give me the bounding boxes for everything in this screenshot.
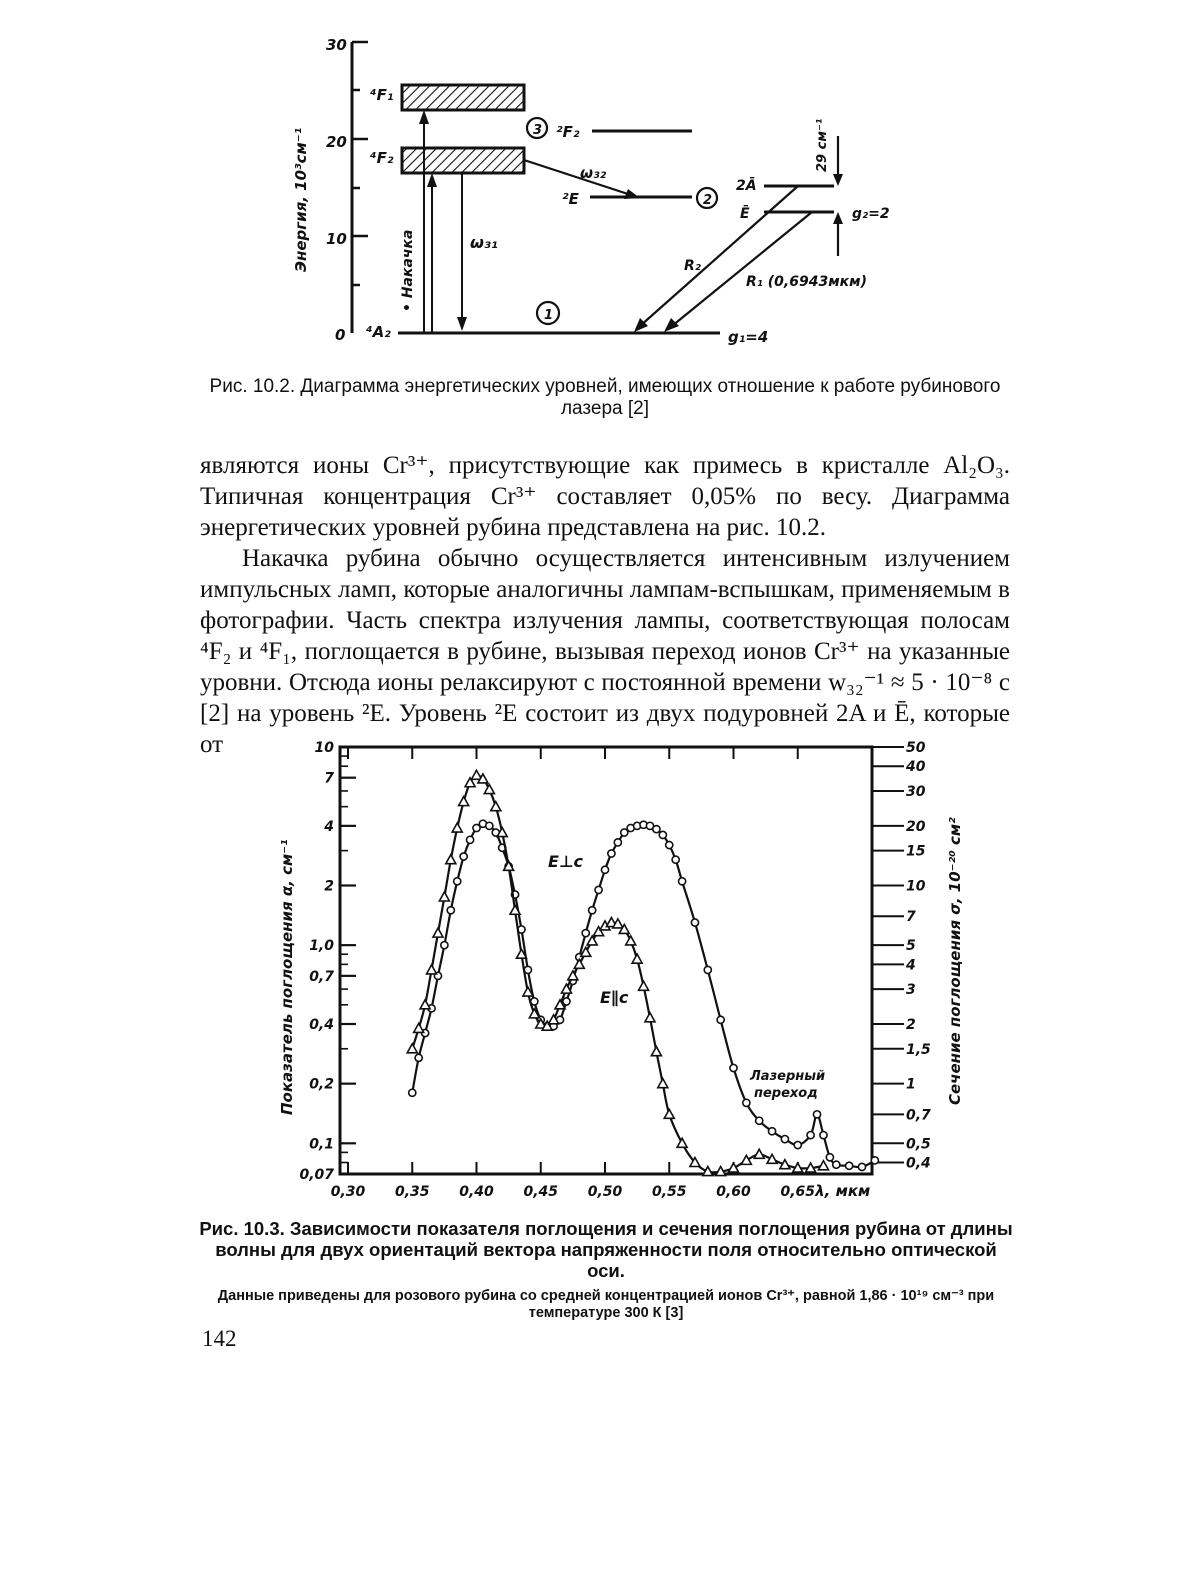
y-right-tick-label: 4 bbox=[906, 957, 916, 974]
y-right-tick-label: 50 bbox=[906, 740, 926, 756]
y-right-tick-label: 7 bbox=[906, 909, 916, 926]
series-line-e-par bbox=[412, 775, 826, 1172]
y-tick-0: 0 bbox=[335, 326, 346, 344]
annotation-laser-1: Лазерный bbox=[750, 1069, 826, 1084]
level-2E-label: ²E bbox=[562, 190, 579, 208]
y-tick-label: 0,07 bbox=[299, 1167, 334, 1183]
data-point-circle bbox=[460, 853, 467, 860]
data-point-circle bbox=[743, 1099, 750, 1106]
data-point-circle bbox=[704, 966, 711, 973]
data-point-circle bbox=[614, 839, 621, 846]
pump-label: • Накачка bbox=[400, 229, 416, 312]
y-tick-label: 0,4 bbox=[309, 1017, 334, 1034]
x-tick-label: 0,65 bbox=[780, 1184, 816, 1200]
body-text bbox=[200, 450, 1010, 760]
series-line-e-perp bbox=[412, 824, 875, 1168]
y-tick-10: 10 bbox=[326, 230, 347, 248]
data-point-triangle bbox=[645, 1013, 655, 1022]
y-right-tick-label: 1 bbox=[906, 1076, 916, 1093]
y-right-tick-label: 0,4 bbox=[906, 1155, 931, 1172]
y-tick-label: 1,0 bbox=[309, 938, 334, 955]
x-tick-label: 0,45 bbox=[523, 1184, 559, 1200]
data-point-triangle bbox=[452, 823, 462, 832]
level-4F2-label: ⁴F₂ bbox=[370, 149, 394, 167]
data-point-triangle bbox=[729, 1163, 739, 1172]
data-point-triangle bbox=[459, 797, 469, 806]
y-right-tick-label: 10 bbox=[906, 878, 926, 895]
data-point-circle bbox=[846, 1162, 853, 1169]
data-point-circle bbox=[730, 1064, 737, 1071]
data-point-circle bbox=[871, 1157, 878, 1164]
data-point-circle bbox=[833, 1161, 840, 1168]
data-point-circle bbox=[582, 930, 589, 937]
y-tick-label: 0,2 bbox=[309, 1076, 334, 1093]
data-point-triangle bbox=[651, 1047, 661, 1056]
w32-label: ω₃₂ bbox=[580, 164, 607, 182]
data-point-circle bbox=[813, 1111, 820, 1118]
y-right-tick-label: 15 bbox=[906, 843, 926, 860]
data-point-circle bbox=[441, 942, 448, 949]
y-tick-label: 7 bbox=[324, 770, 334, 787]
data-point-triangle bbox=[632, 954, 642, 963]
data-point-circle bbox=[589, 907, 596, 914]
data-point-triangle bbox=[439, 892, 449, 901]
annotation-laser-2: переход bbox=[754, 1086, 818, 1101]
data-point-triangle bbox=[407, 1044, 417, 1053]
g2-label: g₂=2 bbox=[852, 206, 890, 222]
data-point-triangle bbox=[677, 1138, 687, 1147]
data-point-circle bbox=[454, 878, 461, 885]
y-tick-30: 30 bbox=[326, 36, 347, 54]
energy-level-diagram bbox=[0, 0, 1200, 370]
y-tick-label: 4 bbox=[324, 818, 334, 835]
split-label: 29 см⁻¹ bbox=[815, 118, 830, 172]
data-point-triangle bbox=[491, 802, 501, 811]
data-point-circle bbox=[768, 1128, 775, 1135]
level-Ebar-label: Ē bbox=[740, 206, 750, 222]
x-tick-label: 0,50 bbox=[587, 1184, 623, 1200]
band-4F2 bbox=[402, 148, 524, 173]
data-point-circle bbox=[672, 856, 679, 863]
data-point-triangle bbox=[427, 965, 437, 974]
data-point-circle bbox=[409, 1089, 416, 1096]
x-tick-label: 0,30 bbox=[330, 1184, 366, 1200]
data-point-circle bbox=[563, 998, 570, 1005]
band-4F1 bbox=[402, 85, 524, 110]
data-point-circle bbox=[659, 831, 666, 838]
data-point-triangle bbox=[420, 1000, 430, 1009]
data-point-triangle bbox=[414, 1023, 424, 1032]
level-4A2-label: ⁴A₂ bbox=[366, 323, 391, 341]
data-point-circle bbox=[653, 826, 660, 833]
level-2A-label: 2Ā bbox=[736, 178, 757, 194]
plot-frame bbox=[340, 747, 872, 1174]
y-axis-label: Показатель поглощения α, см⁻¹ bbox=[278, 839, 296, 1115]
data-point-circle bbox=[447, 907, 454, 914]
data-point-triangle bbox=[484, 785, 494, 794]
data-point-circle bbox=[807, 1132, 814, 1139]
y-right-tick-label: 5 bbox=[906, 938, 916, 955]
y-right-tick-label: 0,7 bbox=[906, 1107, 931, 1124]
y-right-tick-label: 40 bbox=[906, 759, 926, 776]
x-tick-label: 0,60 bbox=[716, 1184, 751, 1200]
paragraph-2: Накачка рубина обычно осуществляется интенсивным излучением импульсных ламп, которые аналогичны лампам-вспышкам, применяемым в фотографии. Часть спектра излучения лампы, соответствующая полосам ⁴F₂ и ⁴F₁, поглощается в рубине, вызывая переход ионов Cr³⁺ на указанные уровни. Отсюда ионы релаксируют с постоянной времени w₃₂⁻¹ ≈ 5 · 10⁻⁸ с [2] на уровень ²E. Уровень ²E состоит из двух подуровней 2A и Ē, которые от bbox=[200, 545, 1010, 758]
data-point-circle bbox=[415, 1054, 422, 1061]
y-right-tick-label: 0,5 bbox=[906, 1136, 931, 1153]
page-number: 142 bbox=[202, 1326, 237, 1351]
level-marker-1: 1 bbox=[544, 308, 554, 323]
absorption-chart bbox=[0, 735, 1200, 1210]
data-point-circle bbox=[756, 1117, 763, 1124]
x-tick-label: 0,55 bbox=[651, 1184, 687, 1200]
g1-label: g₁=4 bbox=[728, 328, 769, 346]
y-axis-label-right: Сечение поглощения σ, 10⁻²⁰ см² bbox=[946, 817, 964, 1105]
y-tick-label: 10 bbox=[314, 740, 334, 756]
data-point-circle bbox=[601, 866, 608, 873]
data-point-circle bbox=[820, 1132, 827, 1139]
level-marker-3: 3 bbox=[533, 123, 543, 138]
R1-label: R₁ (0,6943мкм) bbox=[746, 274, 867, 290]
data-point-circle bbox=[781, 1136, 788, 1143]
data-point-triangle bbox=[664, 1109, 674, 1118]
data-point-triangle bbox=[574, 959, 584, 968]
data-point-circle bbox=[466, 836, 473, 843]
data-point-circle bbox=[858, 1163, 865, 1170]
figure-10-3-caption: Рис. 10.3. Зависимости показателя поглощения и сечения поглощения рубина от длины волны для двух ориентаций вектора напряженности поля относительно оптической оси. bbox=[199, 1218, 1013, 1281]
y-right-tick-label: 20 bbox=[906, 818, 926, 835]
y-right-tick-label: 30 bbox=[906, 783, 926, 800]
data-point-circle bbox=[666, 841, 673, 848]
data-point-triangle bbox=[741, 1155, 751, 1164]
data-point-triangle bbox=[446, 855, 456, 864]
level-2F2-label: ²F₂ bbox=[556, 123, 580, 141]
data-point-circle bbox=[679, 878, 686, 885]
y-tick-label: 0,1 bbox=[309, 1136, 334, 1153]
level-marker-2: 2 bbox=[703, 193, 713, 208]
data-point-circle bbox=[826, 1154, 833, 1161]
data-point-circle bbox=[486, 822, 493, 829]
data-point-circle bbox=[595, 886, 602, 893]
data-point-circle bbox=[794, 1141, 801, 1148]
y-tick-label: 0,7 bbox=[309, 968, 334, 985]
y-right-tick-label: 3 bbox=[906, 982, 916, 999]
R2-label: R₂ bbox=[684, 258, 701, 274]
annotation-e-par-c: E∥c bbox=[600, 988, 629, 1007]
figure-10-2-caption: Рис. 10.2. Диаграмма энергетических уровней, имеющих отношение к работе рубинового лазера [2] bbox=[209, 376, 1001, 419]
x-axis-label: λ, мкм bbox=[815, 1182, 871, 1200]
data-point-circle bbox=[691, 919, 698, 926]
figure-10-3-note: Данные приведены для розового рубина со средней концентрацией ионов Cr³⁺, равной 1,86 · 10¹⁹ см⁻³ при температуре 300 К [3] bbox=[217, 1288, 995, 1321]
data-point-circle bbox=[608, 850, 615, 857]
data-point-triangle bbox=[658, 1079, 668, 1088]
y-tick-20: 20 bbox=[326, 133, 347, 151]
level-4F1-label: ⁴F₁ bbox=[370, 86, 394, 104]
data-point-triangle bbox=[626, 936, 636, 945]
y-axis-label: Энергия, 10³см⁻¹ bbox=[292, 127, 310, 272]
data-point-triangle bbox=[818, 1161, 828, 1170]
y-right-tick-label: 1,5 bbox=[906, 1041, 931, 1058]
y-tick-label: 2 bbox=[324, 878, 334, 895]
w31-label: ω₃₁ bbox=[470, 233, 498, 252]
data-point-circle bbox=[717, 1016, 724, 1023]
annotation-e-perp-c: E⊥c bbox=[548, 852, 584, 871]
data-point-triangle bbox=[639, 981, 649, 990]
x-tick-label: 0,40 bbox=[459, 1184, 494, 1200]
paragraph-1: являются ионы Cr³⁺, присутствующие как примесь в кристалле Al₂O₃. Типичная концентрация Cr³⁺ составляет 0,05% по весу. Диаграмма энергетических уровней рубина представлена на рис. 10.2. bbox=[200, 452, 1010, 541]
data-point-triangle bbox=[433, 928, 443, 937]
y-right-tick-label: 2 bbox=[906, 1017, 916, 1034]
x-tick-label: 0,35 bbox=[394, 1184, 430, 1200]
